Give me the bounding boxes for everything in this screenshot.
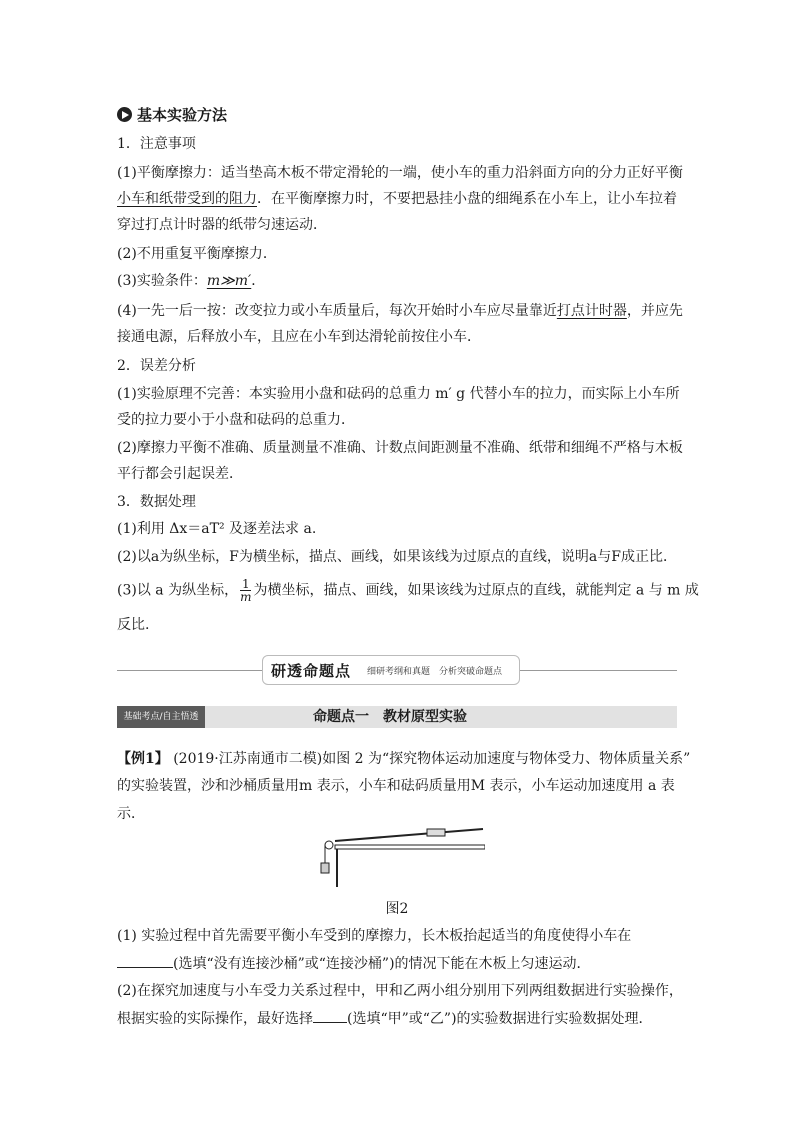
section-banner	[262, 655, 520, 685]
section2-title: 2．误差分析	[117, 358, 196, 374]
s3-p3-line1	[117, 578, 699, 603]
q2-line1: (2)在探究加速度与小车受力关系过程中，甲和乙两小组分别用下列两组数据进行实验操作，	[117, 983, 683, 999]
q1-line2	[117, 953, 591, 974]
s1-p4-text: (4)一先一后一按：改变拉力或小车质量后，每次开始时小车应尽量靠近	[117, 303, 557, 319]
fraction-denominator: m	[240, 590, 252, 604]
s3-p3-line2: 反比.	[117, 617, 150, 633]
apparatus-figure	[315, 825, 485, 890]
s1-p1-line1: (1)平衡摩擦力：适当垫高木板不带定滑轮的一端，使小车的重力沿斜面方向的分力正好平衡	[117, 165, 683, 181]
topic-title: 命题点一 教材原型实验	[313, 709, 467, 725]
example-line1	[117, 749, 690, 769]
s3-p3-pre: (3)以 a 为纵坐标，	[117, 582, 239, 599]
s2-p2-line1: (2)摩擦力平衡不准确、质量测量不准确、计数点间距测量不准确、纸带和细绳不严格与木板	[117, 440, 683, 456]
s3-p2: (2)以a为纵坐标，F为横坐标，描点、画线，如果该线为过原点的直线，说明a与F成正比．	[117, 549, 677, 565]
s1-p4-text2: ，并应先	[626, 303, 683, 319]
example-line3: 示．	[117, 806, 145, 822]
section3-title: 3．数据处理	[117, 494, 196, 510]
s1-p3	[117, 271, 265, 291]
answer-blank-2[interactable]	[313, 1008, 347, 1023]
section-heading	[117, 104, 227, 125]
figure-caption: 图2	[385, 901, 409, 917]
table-top	[335, 845, 485, 849]
banner-subtitle: 细研考纲和真题 分析突破命题点	[367, 666, 503, 677]
s3-p3-post: 为横坐标，描点、画线，如果该线为过原点的直线，就能判定 a 与 m 成	[253, 582, 699, 599]
banner-title: 研透命题点	[271, 661, 352, 680]
inclined-board	[335, 829, 483, 841]
example-label: 【例1】	[117, 751, 169, 767]
topic-tag: 基础考点/自主悟透	[117, 706, 205, 728]
example-line2: 的实验装置，沙和沙桶质量用m 表示，小车和砝码质量用M 表示，小车运动加速度用 a 表	[117, 778, 675, 794]
answer-blank-1[interactable]	[117, 953, 173, 968]
s1-p4-line1	[117, 301, 683, 321]
q1-text: (选填“没有连接沙桶”或“连接沙桶”)的情况下能在木板上匀速运动．	[173, 956, 591, 972]
s1-p1-text: ．在平衡摩擦力时，不要把悬挂小盘的细绳系在小车上，让小车拉着	[257, 191, 677, 207]
s2-p1-line2: 受的拉力要小于小盘和砝码的总重力．	[117, 412, 355, 428]
heading-text: 基本实验方法	[137, 106, 228, 124]
fraction-1-over-m	[240, 578, 251, 603]
pulley-icon	[325, 841, 333, 849]
condition-formula: m≫m′	[206, 273, 252, 289]
underlined-term: 打点计时器	[556, 303, 627, 319]
s1-p3-pre: (3)实验条件：	[117, 273, 207, 289]
example-text: (2019·江苏南通市二模)如图 2 为“探究物体运动加速度与物体受力、物体质量关系”	[168, 751, 691, 767]
q2-text-post: (选填“甲”或“乙”)的实验数据进行实验数据处理．	[347, 1011, 653, 1027]
cart	[427, 829, 445, 836]
s2-p1-line1: (1)实验原理不完善：本实验用小盘和砝码的总重力 m′ g 代替小车的拉力，而实际上小车所	[117, 386, 680, 402]
s3-p1: (1)利用 Δx＝aT² 及逐差法求 a.	[117, 521, 317, 537]
s1-p1-line2	[117, 189, 677, 209]
s1-p1-line3: 穿过打点计时器的纸带匀速运动．	[117, 217, 327, 233]
section1-title: 1．注意事项	[117, 136, 196, 152]
q2-text-pre: 根据实验的实际操作，最好选择	[117, 1011, 313, 1027]
s1-p4-line2: 接通电源，后释放小车，且应在小车到达滑轮前按住小车．	[117, 329, 481, 345]
s1-p3-post: ．	[251, 273, 266, 289]
sand-bucket	[321, 863, 329, 873]
play-circle-icon	[117, 107, 132, 122]
s1-p2: (2)不用重复平衡摩擦力．	[117, 246, 277, 262]
fraction-numerator: 1	[241, 577, 250, 591]
underlined-term: 小车和纸带受到的阻力	[117, 191, 257, 207]
s2-p2-line2: 平行都会引起误差．	[117, 466, 243, 482]
q2-line2	[117, 1008, 653, 1029]
q1-line1: (1) 实验过程中首先需要平衡小车受到的摩擦力，长木板抬起适当的角度使得小车在	[117, 928, 632, 944]
topic-bar	[117, 706, 677, 728]
